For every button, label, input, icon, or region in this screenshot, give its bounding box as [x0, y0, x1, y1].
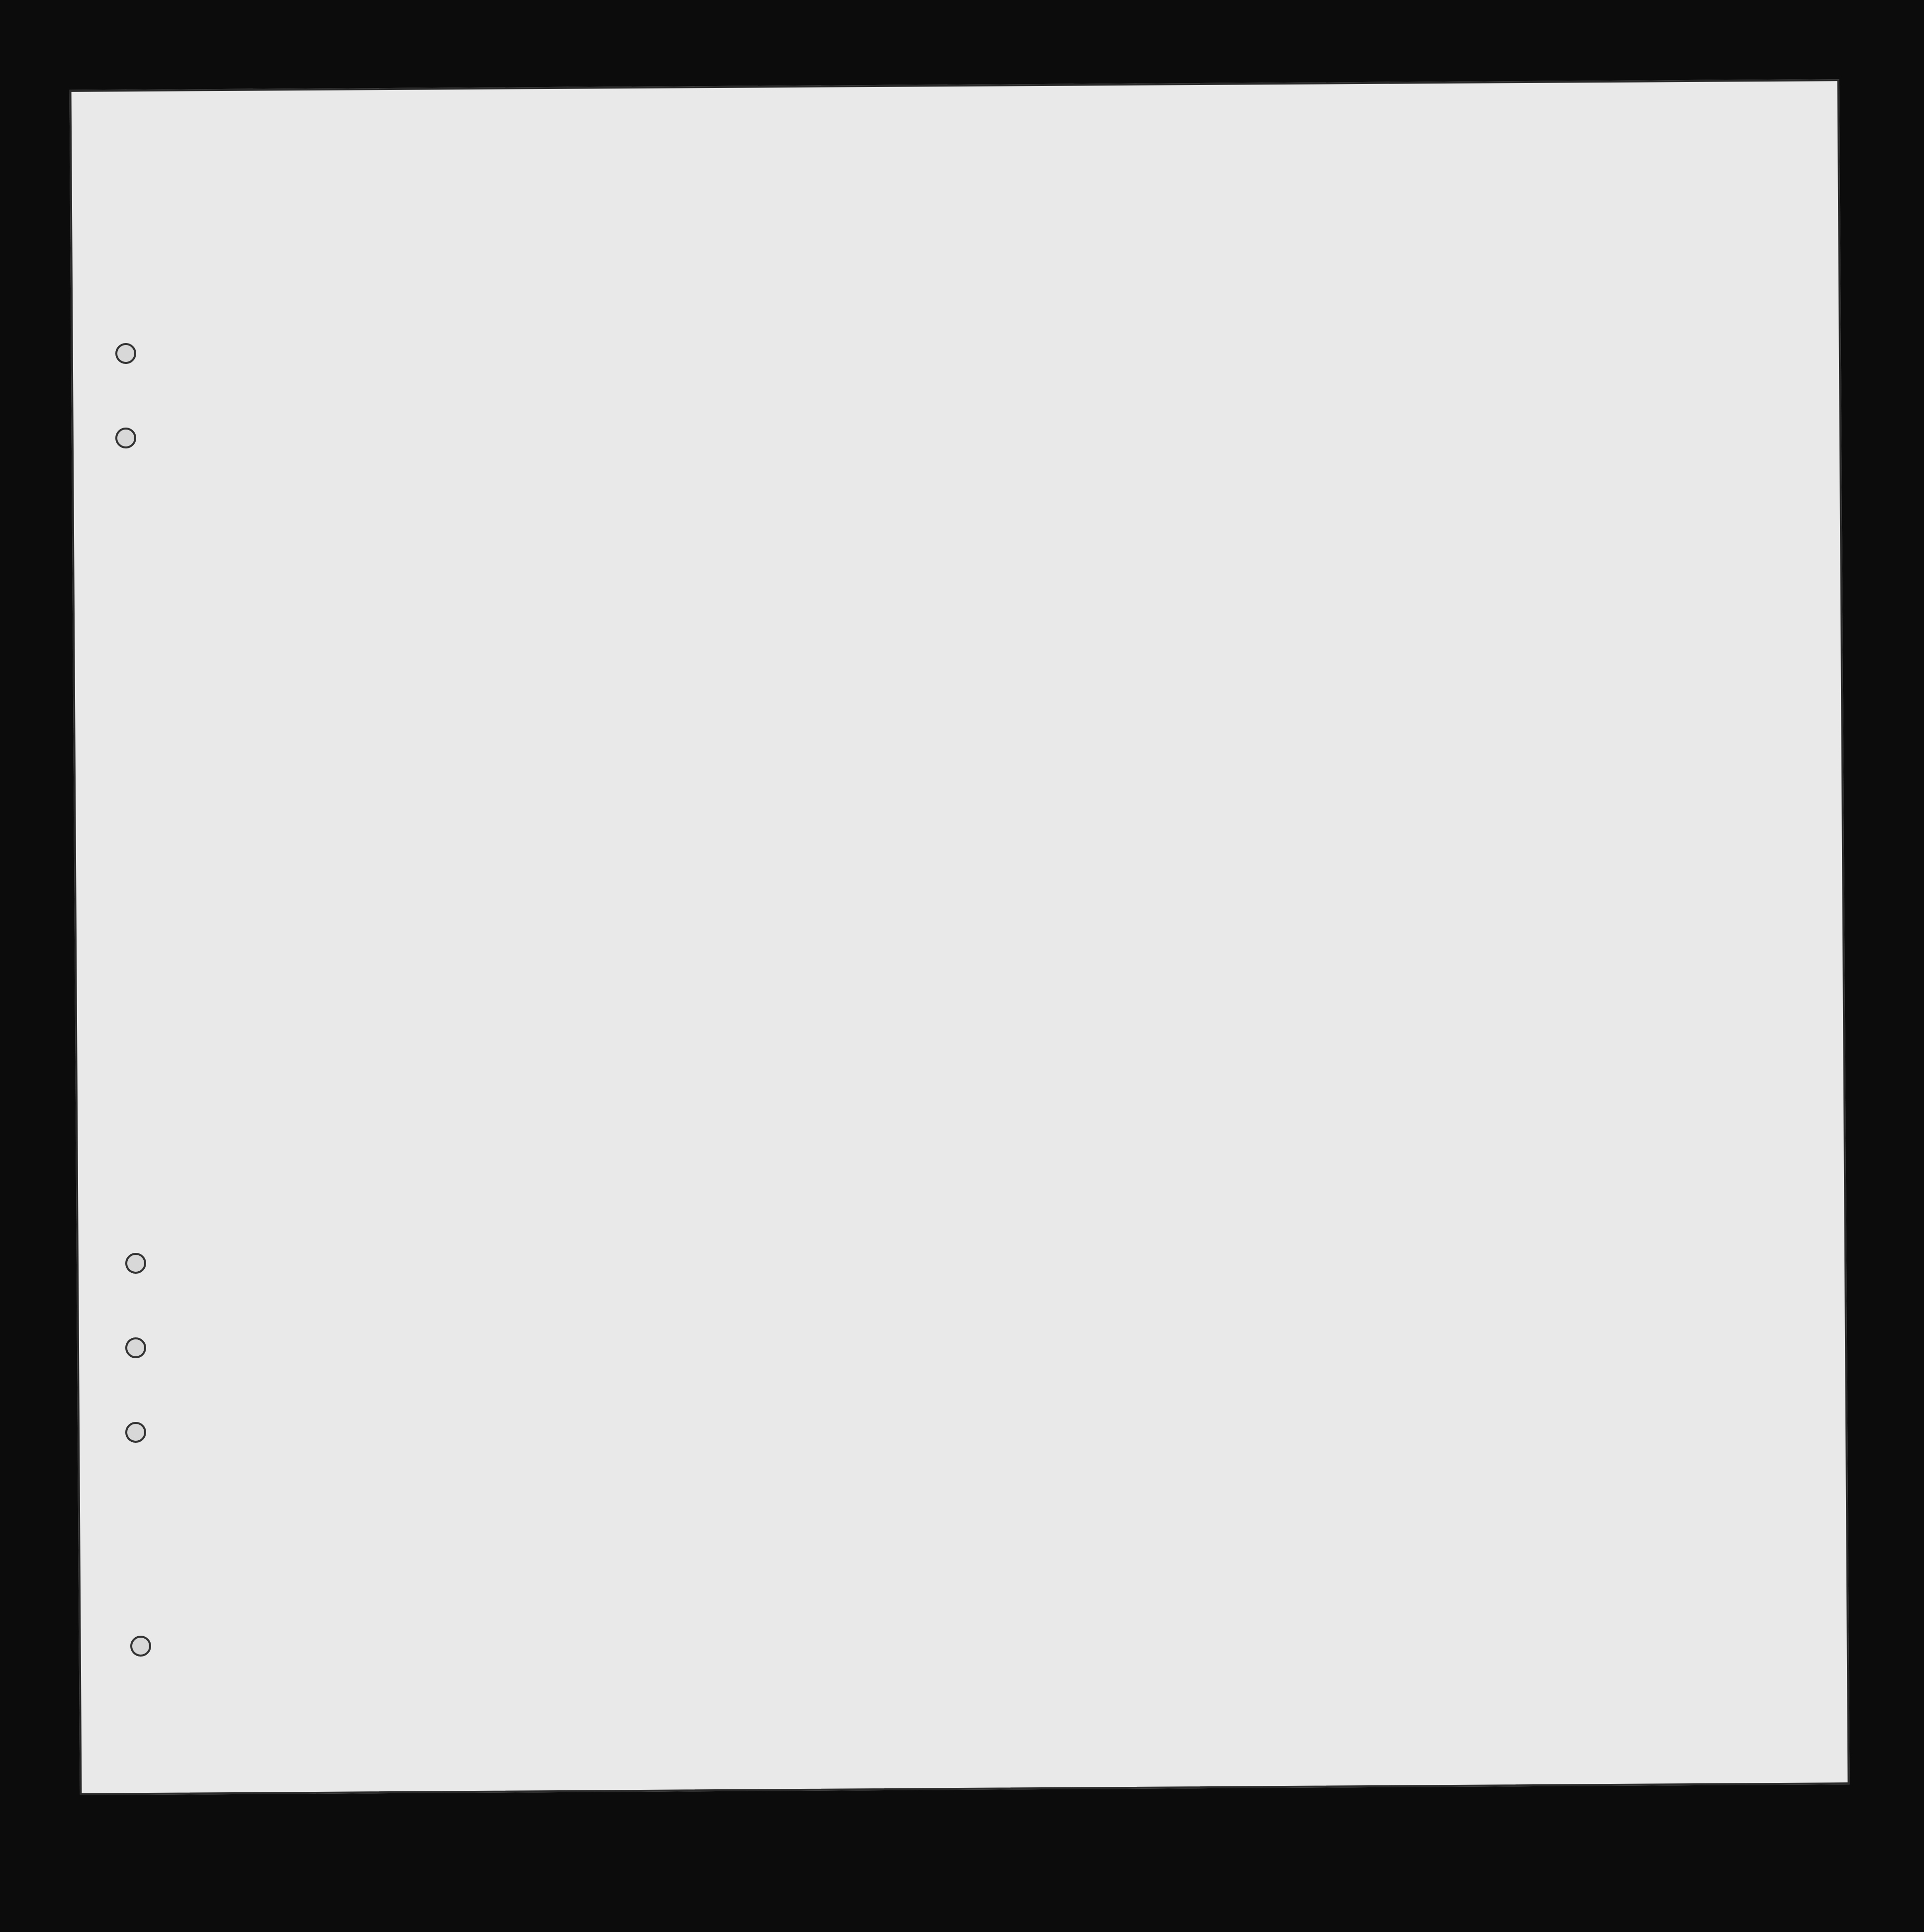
manifest-sheet	[70, 79, 1850, 1795]
binder-hole	[130, 1636, 151, 1657]
binder-hole	[125, 1422, 146, 1443]
binder-hole	[125, 1253, 146, 1274]
table-grid	[72, 81, 1850, 1795]
binder-hole	[125, 1337, 146, 1358]
binder-hole	[115, 343, 136, 364]
binder-hole	[115, 428, 136, 448]
